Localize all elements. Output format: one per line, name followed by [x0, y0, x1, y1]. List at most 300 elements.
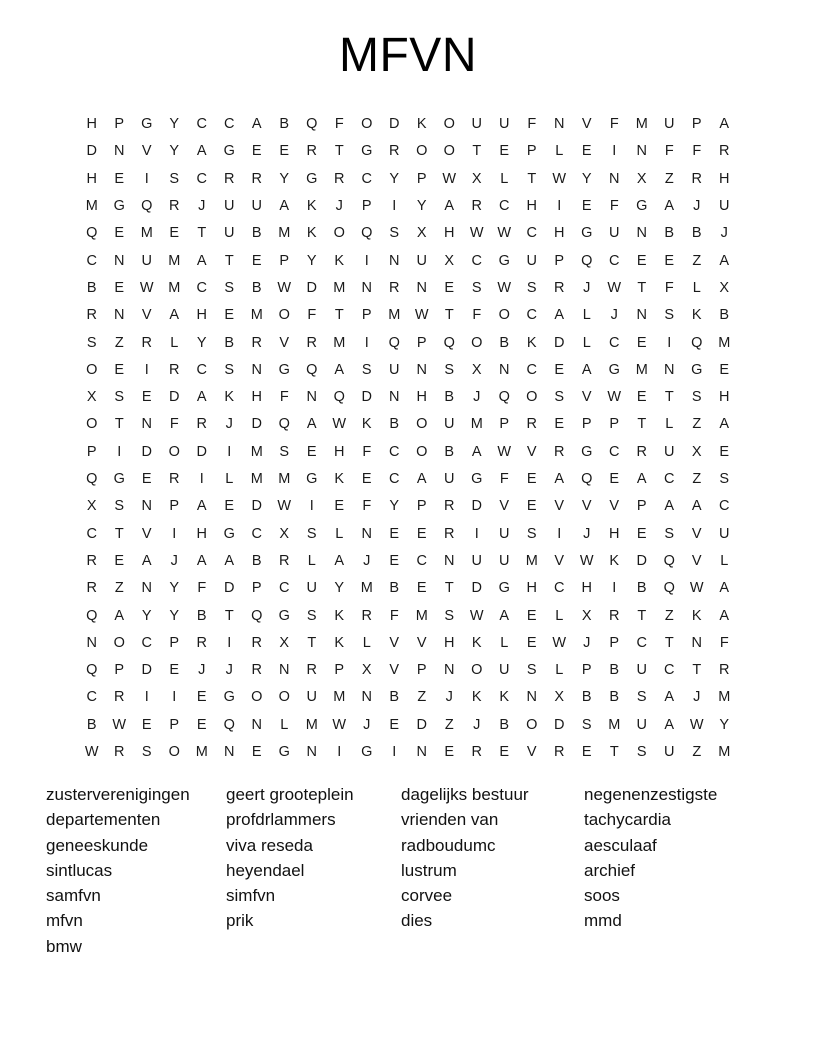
letter-cell[interactable]: P — [416, 334, 427, 351]
letter-cell[interactable]: N — [609, 170, 620, 187]
letter-cell[interactable]: K — [609, 552, 620, 569]
letter-cell[interactable]: N — [361, 689, 372, 706]
letter-cell[interactable]: E — [581, 143, 592, 160]
letter-cell[interactable]: V — [499, 498, 510, 515]
letter-cell[interactable]: R — [691, 170, 702, 187]
letter-cell[interactable]: P — [581, 416, 592, 433]
letter-cell[interactable]: H — [609, 525, 620, 542]
letter-cell[interactable]: S — [444, 607, 455, 624]
letter-cell[interactable]: W — [689, 716, 704, 733]
letter-cell[interactable]: A — [554, 471, 565, 488]
letter-cell[interactable]: B — [499, 716, 510, 733]
letter-cell[interactable]: O — [471, 662, 483, 679]
letter-cell[interactable]: M — [470, 416, 483, 433]
letter-cell[interactable]: C — [609, 252, 620, 269]
letter-cell[interactable]: U — [664, 443, 675, 460]
letter-cell[interactable]: P — [609, 416, 620, 433]
letter-cell[interactable]: U — [609, 225, 620, 242]
letter-cell[interactable]: L — [665, 416, 674, 433]
letter-cell[interactable]: E — [114, 279, 125, 296]
letter-cell[interactable]: E — [581, 744, 592, 761]
letter-cell[interactable]: C — [279, 580, 290, 597]
letter-cell[interactable]: T — [307, 634, 317, 651]
letter-cell[interactable]: N — [361, 279, 372, 296]
word-list-item[interactable]: bmw — [46, 936, 82, 956]
letter-cell[interactable]: L — [582, 307, 591, 324]
letter-cell[interactable]: F — [692, 143, 702, 160]
letter-cell[interactable]: R — [306, 143, 317, 160]
word-list-item[interactable]: aesculaaf — [584, 835, 657, 855]
letter-cell[interactable]: A — [196, 143, 207, 160]
letter-cell[interactable]: F — [609, 198, 619, 215]
letter-cell[interactable]: I — [227, 443, 232, 460]
letter-cell[interactable]: Z — [692, 416, 702, 433]
letter-cell[interactable]: R — [86, 552, 97, 569]
letter-cell[interactable]: N — [114, 252, 125, 269]
letter-cell[interactable]: G — [361, 744, 373, 761]
letter-cell[interactable]: R — [306, 334, 317, 351]
letter-cell[interactable]: I — [474, 525, 479, 542]
letter-cell[interactable]: C — [526, 361, 537, 378]
letter-cell[interactable]: N — [636, 143, 647, 160]
letter-cell[interactable]: K — [471, 634, 482, 651]
word-list-item[interactable]: zusterverenigingen — [46, 785, 190, 804]
word-list-item[interactable]: archief — [584, 860, 636, 880]
letter-cell[interactable]: S — [361, 361, 372, 378]
letter-cell[interactable]: E — [251, 143, 262, 160]
letter-cell[interactable]: U — [444, 471, 455, 488]
letter-cell[interactable]: M — [360, 580, 373, 597]
letter-cell[interactable]: S — [719, 471, 730, 488]
letter-cell[interactable]: A — [636, 471, 647, 488]
letter-cell[interactable]: Q — [86, 471, 98, 488]
letter-cell[interactable]: K — [306, 198, 317, 215]
letter-cell[interactable]: B — [86, 716, 97, 733]
letter-cell[interactable]: X — [554, 689, 565, 706]
letter-cell[interactable]: A — [334, 552, 345, 569]
letter-cell[interactable]: S — [114, 389, 125, 406]
letter-cell[interactable]: D — [389, 116, 400, 133]
letter-cell[interactable]: C — [719, 498, 730, 515]
letter-cell[interactable]: O — [416, 143, 428, 160]
letter-cell[interactable]: P — [499, 416, 510, 433]
letter-cell[interactable]: M — [140, 225, 153, 242]
letter-cell[interactable]: W — [469, 225, 484, 242]
letter-cell[interactable]: Q — [223, 716, 235, 733]
letter-cell[interactable]: F — [664, 143, 674, 160]
letter-cell[interactable]: W — [469, 607, 484, 624]
letter-cell[interactable]: V — [554, 552, 565, 569]
letter-cell[interactable]: V — [141, 525, 152, 542]
letter-cell[interactable]: U — [719, 525, 730, 542]
letter-cell[interactable]: W — [139, 279, 154, 296]
letter-cell[interactable]: K — [691, 307, 702, 324]
letter-cell[interactable]: B — [609, 689, 620, 706]
letter-cell[interactable]: M — [718, 334, 731, 351]
letter-cell[interactable]: I — [199, 471, 204, 488]
letter-cell[interactable]: P — [361, 307, 372, 324]
letter-cell[interactable]: E — [141, 389, 152, 406]
letter-cell[interactable]: T — [637, 279, 647, 296]
letter-cell[interactable]: B — [389, 580, 400, 597]
letter-cell[interactable]: E — [141, 716, 152, 733]
letter-cell[interactable]: D — [471, 498, 482, 515]
letter-cell[interactable]: N — [389, 389, 400, 406]
letter-cell[interactable]: G — [223, 525, 235, 542]
letter-cell[interactable]: J — [693, 689, 701, 706]
letter-cell[interactable]: B — [251, 279, 262, 296]
letter-cell[interactable]: O — [86, 361, 98, 378]
letter-cell[interactable]: R — [334, 170, 345, 187]
word-list-item[interactable]: dies — [401, 911, 433, 931]
letter-cell[interactable]: N — [691, 634, 702, 651]
letter-cell[interactable]: R — [554, 443, 565, 460]
letter-cell[interactable]: M — [278, 225, 291, 242]
letter-cell[interactable]: W — [277, 279, 292, 296]
letter-cell[interactable]: N — [114, 307, 125, 324]
letter-cell[interactable]: G — [141, 116, 153, 133]
letter-cell[interactable]: W — [414, 307, 429, 324]
letter-cell[interactable]: K — [334, 607, 345, 624]
letter-cell[interactable]: Q — [251, 607, 263, 624]
letter-cell[interactable]: C — [196, 279, 207, 296]
letter-cell[interactable]: E — [114, 552, 125, 569]
letter-cell[interactable]: E — [554, 416, 565, 433]
letter-cell[interactable]: E — [114, 225, 125, 242]
letter-cell[interactable]: I — [667, 334, 672, 351]
letter-cell[interactable]: U — [306, 689, 317, 706]
letter-cell[interactable]: F — [279, 389, 289, 406]
letter-cell[interactable]: E — [636, 525, 647, 542]
letter-cell[interactable]: O — [526, 389, 538, 406]
word-list-item[interactable]: viva reseda — [226, 835, 313, 855]
letter-cell[interactable]: K — [691, 607, 702, 624]
letter-cell[interactable]: Q — [581, 471, 593, 488]
letter-cell[interactable]: V — [609, 498, 620, 515]
letter-cell[interactable]: I — [364, 252, 369, 269]
letter-cell[interactable]: G — [581, 225, 593, 242]
letter-cell[interactable]: U — [224, 225, 235, 242]
letter-cell[interactable]: R — [114, 689, 125, 706]
letter-cell[interactable]: N — [416, 279, 427, 296]
letter-cell[interactable]: I — [117, 443, 122, 460]
letter-cell[interactable]: U — [499, 552, 510, 569]
letter-cell[interactable]: C — [664, 471, 675, 488]
letter-cell[interactable]: S — [169, 170, 180, 187]
letter-cell[interactable]: K — [334, 471, 345, 488]
letter-cell[interactable]: N — [86, 634, 97, 651]
letter-cell[interactable]: E — [526, 498, 537, 515]
letter-cell[interactable]: B — [86, 279, 97, 296]
letter-cell[interactable]: W — [332, 716, 347, 733]
letter-cell[interactable]: P — [416, 498, 427, 515]
letter-cell[interactable]: Q — [86, 225, 98, 242]
letter-cell[interactable]: K — [224, 389, 235, 406]
letter-cell[interactable]: I — [337, 744, 342, 761]
letter-cell[interactable]: I — [309, 498, 314, 515]
letter-cell[interactable]: S — [581, 716, 592, 733]
letter-cell[interactable]: X — [581, 607, 592, 624]
letter-cell[interactable]: A — [664, 498, 675, 515]
letter-cell[interactable]: N — [416, 361, 427, 378]
letter-cell[interactable]: Z — [692, 252, 702, 269]
letter-cell[interactable]: E — [636, 252, 647, 269]
letter-cell[interactable]: B — [279, 116, 290, 133]
letter-cell[interactable]: C — [196, 170, 207, 187]
letter-cell[interactable]: R — [636, 443, 647, 460]
letter-cell[interactable]: X — [279, 525, 290, 542]
letter-cell[interactable]: S — [526, 279, 537, 296]
letter-cell[interactable]: P — [554, 252, 565, 269]
letter-cell[interactable]: R — [251, 170, 262, 187]
letter-cell[interactable]: W — [497, 443, 512, 460]
letter-cell[interactable]: R — [361, 607, 372, 624]
letter-cell[interactable]: M — [168, 252, 181, 269]
letter-cell[interactable]: P — [334, 662, 345, 679]
letter-cell[interactable]: U — [526, 252, 537, 269]
letter-cell[interactable]: C — [251, 525, 262, 542]
letter-cell[interactable]: N — [636, 307, 647, 324]
letter-cell[interactable]: E — [416, 525, 427, 542]
letter-cell[interactable]: A — [719, 416, 730, 433]
letter-cell[interactable]: J — [720, 225, 728, 242]
letter-cell[interactable]: G — [636, 198, 648, 215]
letter-cell[interactable]: B — [224, 334, 235, 351]
letter-cell[interactable]: A — [719, 607, 730, 624]
letter-cell[interactable]: N — [251, 361, 262, 378]
letter-cell[interactable]: C — [609, 443, 620, 460]
letter-cell[interactable]: P — [526, 143, 537, 160]
letter-cell[interactable]: J — [610, 307, 618, 324]
letter-cell[interactable]: O — [443, 143, 455, 160]
letter-cell[interactable]: C — [361, 170, 372, 187]
letter-cell[interactable]: M — [388, 307, 401, 324]
letter-cell[interactable]: E — [554, 361, 565, 378]
letter-cell[interactable]: B — [444, 443, 455, 460]
letter-cell[interactable]: L — [692, 279, 701, 296]
letter-cell[interactable]: Q — [306, 116, 318, 133]
letter-cell[interactable]: W — [552, 170, 567, 187]
letter-cell[interactable]: A — [471, 443, 482, 460]
letter-cell[interactable]: E — [389, 716, 400, 733]
letter-cell[interactable]: R — [251, 634, 262, 651]
letter-cell[interactable]: Q — [443, 334, 455, 351]
letter-cell[interactable]: Y — [169, 580, 180, 597]
letter-cell[interactable]: Q — [663, 552, 675, 569]
letter-cell[interactable]: R — [554, 279, 565, 296]
letter-cell[interactable]: J — [198, 662, 206, 679]
letter-cell[interactable]: R — [251, 334, 262, 351]
letter-cell[interactable]: U — [141, 252, 152, 269]
letter-cell[interactable]: E — [444, 744, 455, 761]
letter-cell[interactable]: J — [225, 416, 233, 433]
letter-cell[interactable]: Y — [279, 170, 290, 187]
letter-cell[interactable]: O — [168, 443, 180, 460]
letter-cell[interactable]: Y — [141, 607, 152, 624]
letter-cell[interactable]: E — [169, 225, 180, 242]
letter-cell[interactable]: H — [444, 225, 455, 242]
letter-cell[interactable]: C — [554, 580, 565, 597]
letter-cell[interactable]: N — [279, 662, 290, 679]
letter-cell[interactable]: E — [389, 525, 400, 542]
letter-cell[interactable]: Z — [692, 471, 702, 488]
letter-cell[interactable]: H — [554, 225, 565, 242]
letter-cell[interactable]: L — [280, 716, 289, 733]
letter-cell[interactable]: B — [691, 225, 702, 242]
letter-cell[interactable]: J — [198, 198, 206, 215]
letter-cell[interactable]: F — [362, 498, 372, 515]
letter-cell[interactable]: K — [334, 252, 345, 269]
letter-cell[interactable]: J — [583, 634, 591, 651]
letter-cell[interactable]: U — [471, 552, 482, 569]
letter-cell[interactable]: M — [278, 471, 291, 488]
letter-cell[interactable]: N — [114, 143, 125, 160]
letter-cell[interactable]: A — [581, 361, 592, 378]
letter-cell[interactable]: F — [472, 307, 482, 324]
letter-cell[interactable]: A — [664, 689, 675, 706]
letter-cell[interactable]: Y — [334, 580, 345, 597]
letter-cell[interactable]: M — [250, 443, 263, 460]
letter-cell[interactable]: R — [196, 416, 207, 433]
letter-cell[interactable]: C — [471, 252, 482, 269]
letter-cell[interactable]: Z — [664, 170, 674, 187]
word-list-item[interactable]: vrienden van — [401, 810, 499, 830]
letter-cell[interactable]: L — [500, 634, 509, 651]
letter-cell[interactable]: C — [196, 116, 207, 133]
letter-cell[interactable]: J — [445, 689, 453, 706]
letter-cell[interactable]: K — [416, 116, 427, 133]
letter-cell[interactable]: T — [334, 143, 344, 160]
letter-cell[interactable]: J — [583, 279, 591, 296]
letter-cell[interactable]: E — [389, 552, 400, 569]
letter-cell[interactable]: V — [581, 498, 592, 515]
letter-cell[interactable]: H — [526, 580, 537, 597]
letter-cell[interactable]: J — [225, 662, 233, 679]
letter-cell[interactable]: D — [141, 662, 152, 679]
letter-cell[interactable]: H — [719, 389, 730, 406]
letter-cell[interactable]: W — [277, 498, 292, 515]
letter-cell[interactable]: Q — [361, 225, 373, 242]
letter-cell[interactable]: L — [225, 471, 234, 488]
letter-cell[interactable]: E — [279, 143, 290, 160]
word-list-item[interactable]: tachycardia — [584, 810, 671, 830]
letter-cell[interactable]: A — [141, 552, 152, 569]
letter-cell[interactable]: A — [691, 498, 702, 515]
letter-cell[interactable]: E — [196, 689, 207, 706]
letter-cell[interactable]: A — [554, 307, 565, 324]
letter-cell[interactable]: C — [389, 471, 400, 488]
letter-cell[interactable]: G — [471, 471, 483, 488]
letter-cell[interactable]: M — [250, 307, 263, 324]
letter-cell[interactable]: O — [251, 689, 263, 706]
letter-cell[interactable]: H — [86, 116, 97, 133]
letter-cell[interactable]: X — [416, 225, 427, 242]
letter-cell[interactable]: C — [526, 307, 537, 324]
letter-cell[interactable]: B — [609, 662, 620, 679]
word-list-item[interactable]: mfvn — [46, 911, 83, 931]
letter-cell[interactable]: J — [473, 716, 481, 733]
letter-cell[interactable]: N — [664, 361, 675, 378]
letter-cell[interactable]: S — [224, 361, 235, 378]
letter-cell[interactable]: R — [444, 498, 455, 515]
letter-cell[interactable]: C — [526, 225, 537, 242]
letter-cell[interactable]: V — [691, 525, 702, 542]
letter-cell[interactable]: Q — [333, 389, 345, 406]
letter-cell[interactable]: D — [306, 279, 317, 296]
letter-cell[interactable]: S — [526, 525, 537, 542]
letter-cell[interactable]: G — [113, 471, 125, 488]
letter-cell[interactable]: F — [334, 116, 344, 133]
letter-cell[interactable]: T — [527, 170, 537, 187]
letter-cell[interactable]: N — [306, 744, 317, 761]
letter-cell[interactable]: O — [361, 116, 373, 133]
letter-cell[interactable]: M — [195, 744, 208, 761]
letter-cell[interactable]: F — [609, 116, 619, 133]
letter-cell[interactable]: Y — [389, 170, 400, 187]
letter-cell[interactable]: K — [361, 416, 372, 433]
letter-cell[interactable]: N — [306, 389, 317, 406]
letter-cell[interactable]: M — [333, 689, 346, 706]
letter-cell[interactable]: L — [170, 334, 179, 351]
letter-cell[interactable]: V — [416, 634, 427, 651]
letter-cell[interactable]: U — [664, 744, 675, 761]
letter-cell[interactable]: H — [86, 170, 97, 187]
letter-cell[interactable]: T — [444, 580, 454, 597]
letter-cell[interactable]: P — [251, 580, 262, 597]
letter-cell[interactable]: M — [718, 689, 731, 706]
word-list-item[interactable]: geert grooteplein — [226, 785, 354, 804]
letter-cell[interactable]: R — [114, 744, 125, 761]
letter-cell[interactable]: Z — [664, 607, 674, 624]
letter-cell[interactable]: I — [364, 334, 369, 351]
letter-cell[interactable]: L — [555, 607, 564, 624]
letter-cell[interactable]: V — [581, 389, 592, 406]
letter-cell[interactable]: P — [114, 662, 125, 679]
letter-cell[interactable]: G — [498, 252, 510, 269]
letter-cell[interactable]: E — [526, 471, 537, 488]
letter-cell[interactable]: Y — [389, 498, 400, 515]
letter-cell[interactable]: G — [306, 471, 318, 488]
word-list-item[interactable]: radboudumc — [401, 835, 496, 855]
letter-cell[interactable]: J — [363, 552, 371, 569]
letter-cell[interactable]: X — [279, 634, 290, 651]
letter-cell[interactable]: E — [526, 607, 537, 624]
letter-cell[interactable]: R — [471, 198, 482, 215]
letter-cell[interactable]: R — [306, 662, 317, 679]
letter-cell[interactable]: A — [196, 498, 207, 515]
letter-cell[interactable]: M — [635, 361, 648, 378]
letter-cell[interactable]: S — [636, 744, 647, 761]
letter-cell[interactable]: U — [416, 252, 427, 269]
letter-cell[interactable]: D — [471, 580, 482, 597]
letter-cell[interactable]: O — [113, 634, 125, 651]
letter-cell[interactable]: E — [251, 744, 262, 761]
letter-cell[interactable]: V — [389, 634, 400, 651]
letter-cell[interactable]: R — [471, 744, 482, 761]
letter-cell[interactable]: U — [389, 361, 400, 378]
letter-cell[interactable]: W — [607, 279, 622, 296]
letter-cell[interactable]: V — [691, 552, 702, 569]
letter-cell[interactable]: X — [636, 170, 647, 187]
letter-cell[interactable]: H — [444, 634, 455, 651]
letter-cell[interactable]: I — [612, 143, 617, 160]
letter-cell[interactable]: S — [636, 689, 647, 706]
letter-cell[interactable]: D — [251, 498, 262, 515]
letter-cell[interactable]: X — [471, 170, 482, 187]
letter-cell[interactable]: A — [169, 307, 180, 324]
letter-cell[interactable]: U — [444, 416, 455, 433]
letter-cell[interactable]: R — [719, 143, 730, 160]
